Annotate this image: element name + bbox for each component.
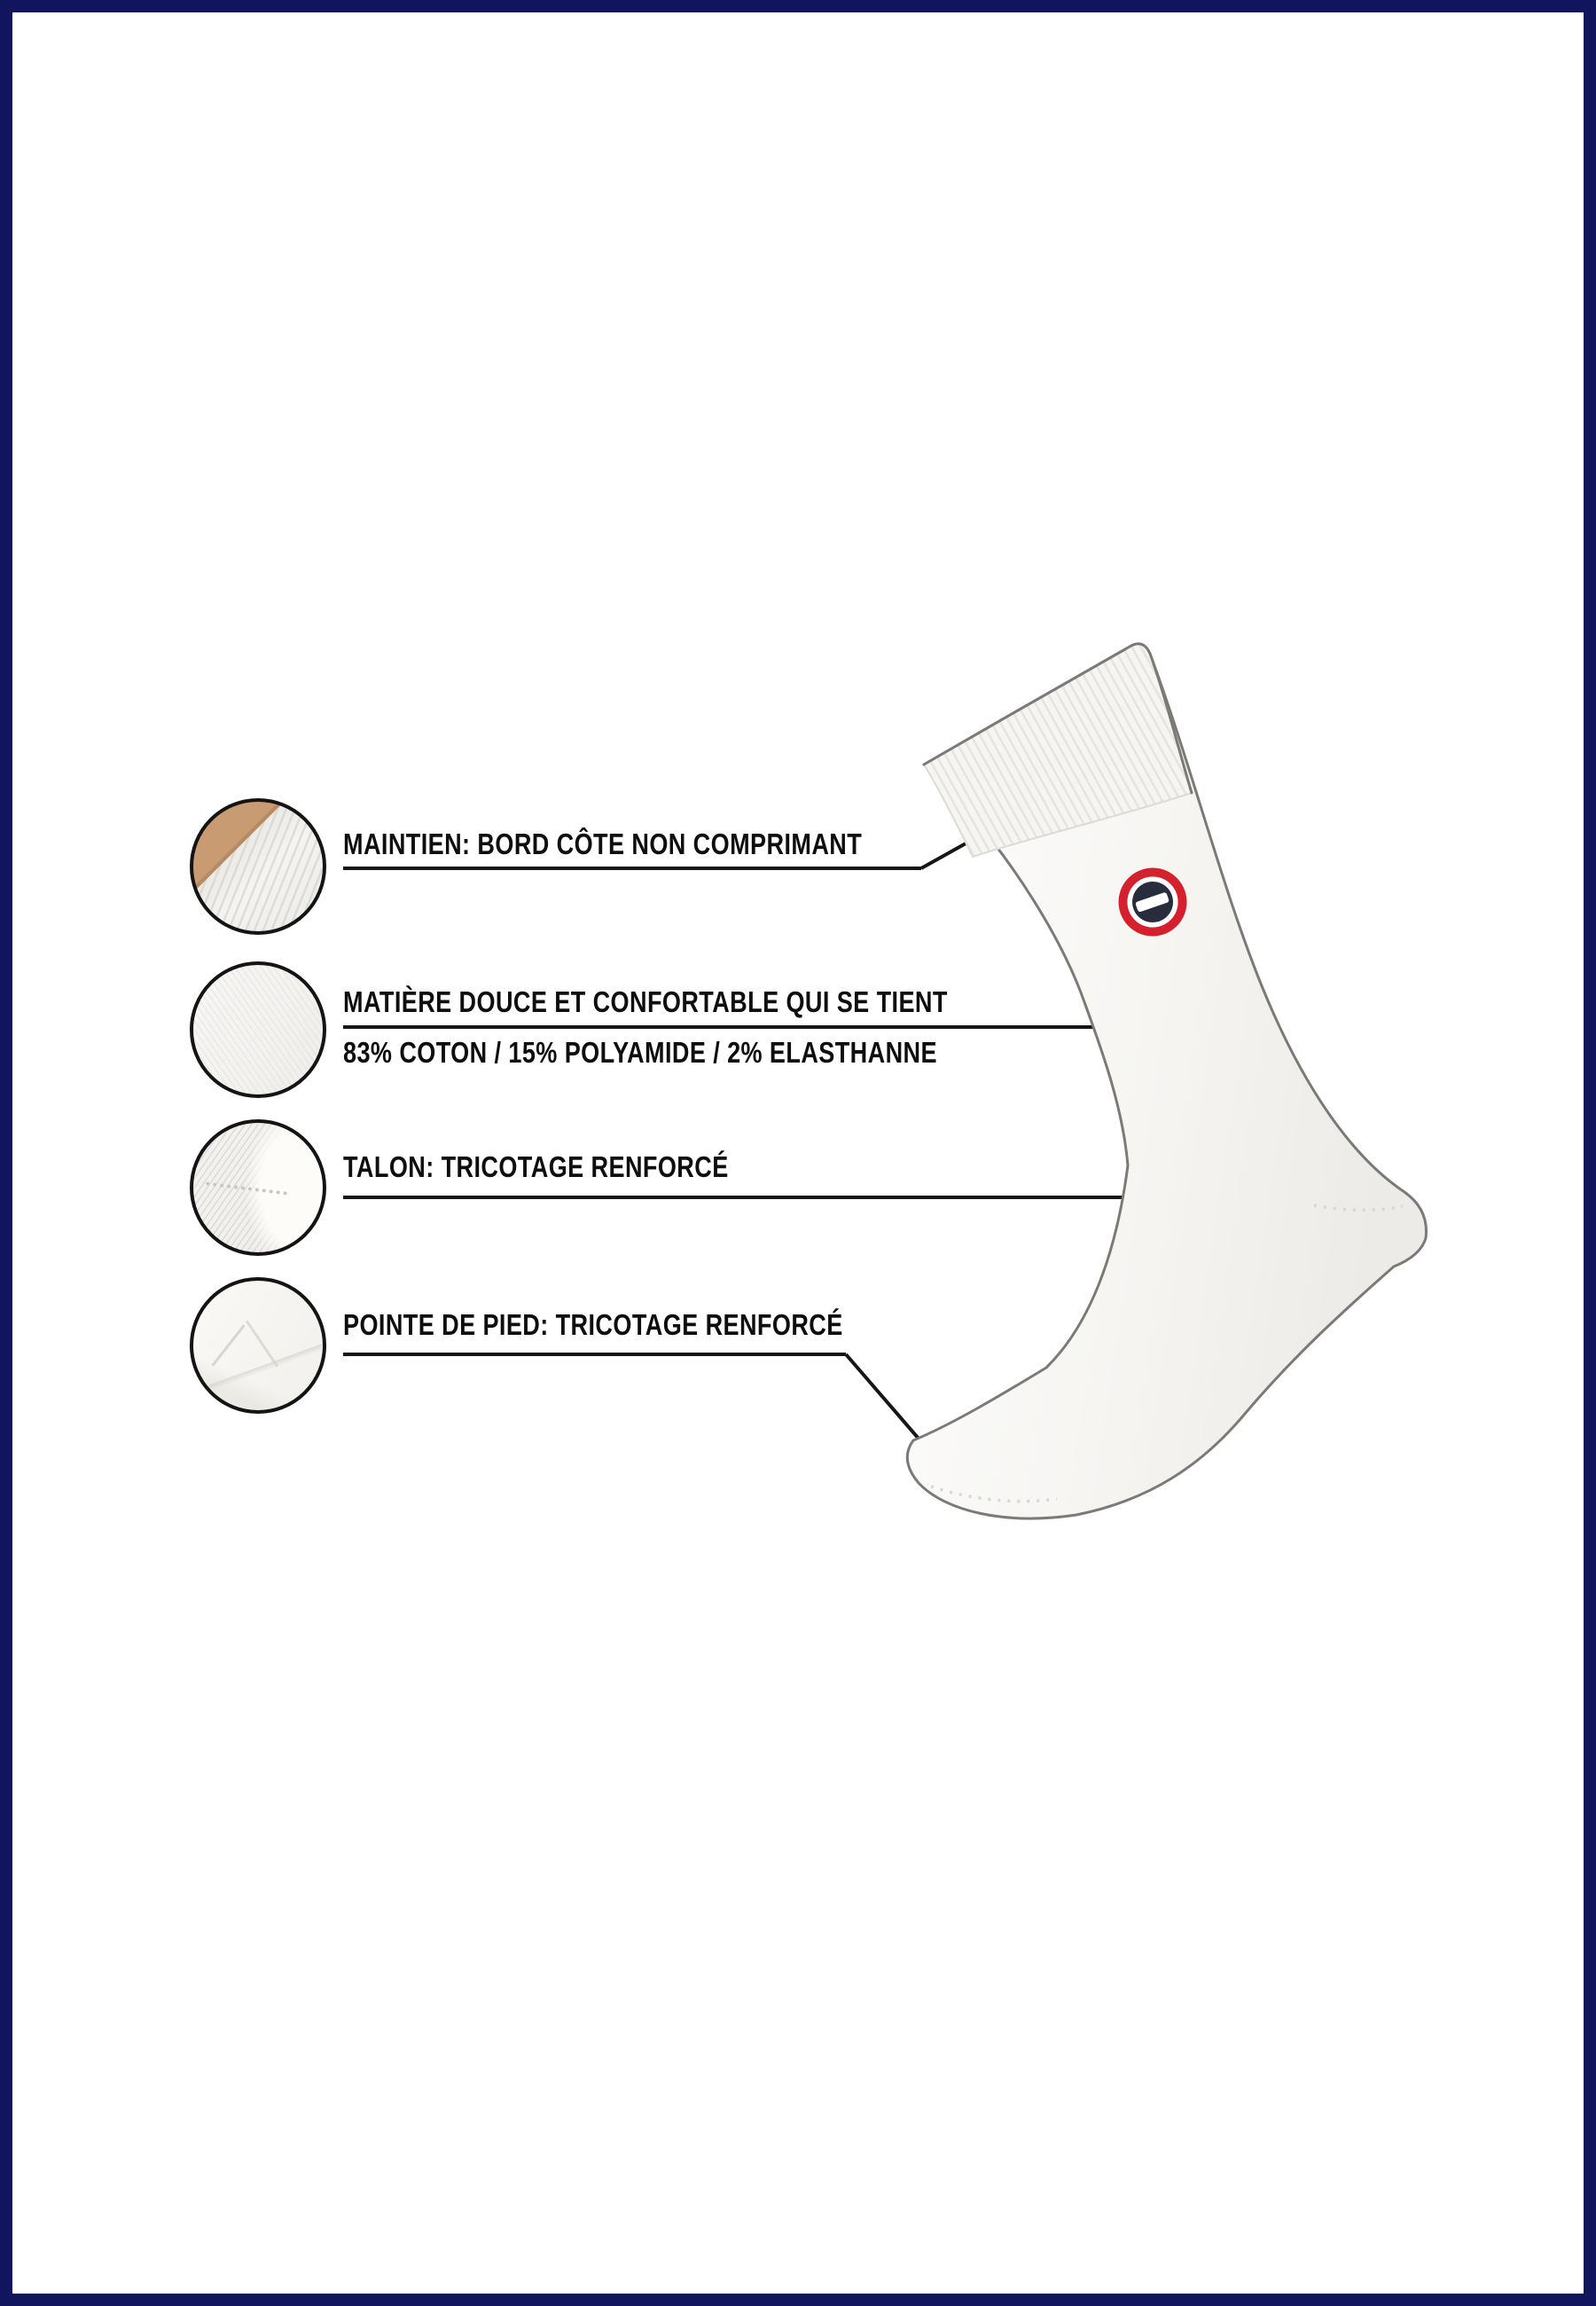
callout-label-pointe: POINTE DE PIED: TRICOTAGE RENFORCÉ [343, 1308, 843, 1341]
heel-seam-dotted-line [206, 1181, 287, 1195]
leader-line-maintien [343, 867, 921, 870]
sock-illustration [881, 624, 1467, 1556]
callout-label-maintien: MAINTIEN: BORD CÔTE NON COMPRIMANT [343, 827, 863, 860]
cocarde-badge [1119, 868, 1186, 936]
toe-crease-right [246, 1320, 278, 1367]
callout-sublabel-composition: 83% COTON / 15% POLYAMIDE / 2% ELASTHANNE [343, 1036, 937, 1069]
heel-knit-closeup-photo [190, 1119, 326, 1256]
cuff-rib-closeup-photo [190, 798, 326, 935]
toe-crease-left [211, 1324, 245, 1367]
callout-label-matiere: MATIÈRE DOUCE ET CONFORTABLE QUI SE TIENT [343, 985, 948, 1018]
callout-label-talon: TALON: TRICOTAGE RENFORCÉ [343, 1150, 729, 1183]
toe-knit-closeup-photo [190, 1277, 326, 1414]
leader-line-pointe [343, 1353, 846, 1356]
jersey-knit-closeup-photo [190, 961, 326, 1098]
